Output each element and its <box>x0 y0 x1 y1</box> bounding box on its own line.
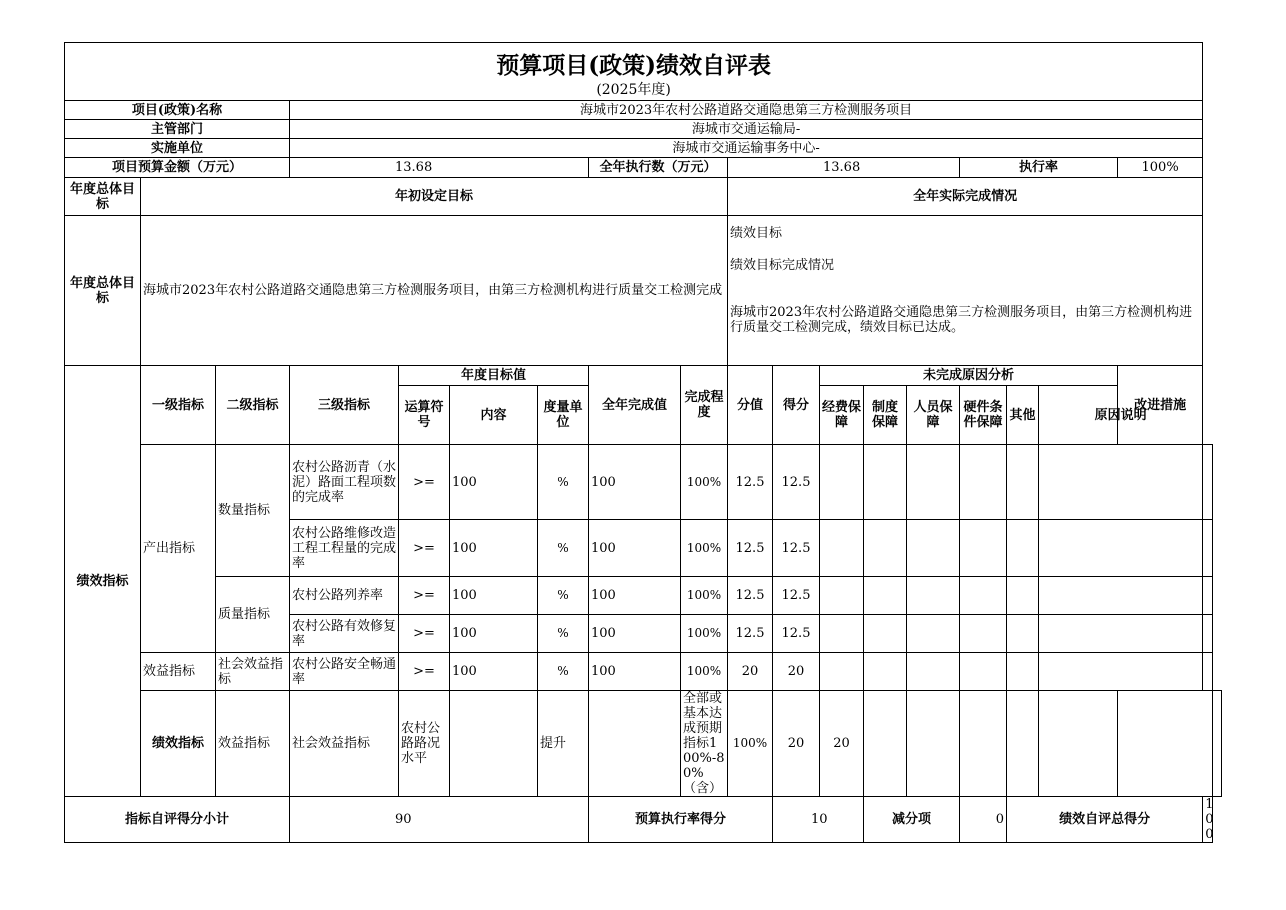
improve-cell <box>1203 577 1212 615</box>
exec-value: 13.68 <box>728 158 960 178</box>
indicator-unit: % <box>538 653 589 691</box>
indicator-unit <box>589 691 681 797</box>
indicator-name: 农村公路安全畅通率 <box>290 653 399 691</box>
reason-hardware-cell <box>960 577 1007 615</box>
rate-label: 执行率 <box>960 158 1118 178</box>
reason-system-cell <box>864 653 907 691</box>
indicator-unit: % <box>538 520 589 577</box>
goal-set-text: 海城市2023年农村公路道路交通隐患第三方检测服务项目，由第三方检测机构进行质量交工检测完成 <box>141 216 728 366</box>
reason-fund-cell <box>864 691 907 797</box>
indicator-score: 12.5 <box>773 520 820 577</box>
group-social-2: 社会效益指标 <box>290 691 399 797</box>
indicator-actual: 100 <box>589 577 681 615</box>
unit-value: 海城市交通运输事务中心- <box>290 139 1203 158</box>
indicator-score: 20 <box>820 691 864 797</box>
reason-fund-cell <box>820 615 864 653</box>
reason-other-cell <box>1007 520 1039 577</box>
reason-staff-cell <box>960 691 1007 797</box>
header-level1: 一级指标 <box>141 366 216 445</box>
deduct-value: 0 <box>960 797 1007 843</box>
page-subtitle: (2025年度) <box>596 81 671 98</box>
budget-score-value: 10 <box>773 797 864 843</box>
goal-actual-header: 全年实际完成情况 <box>728 178 1203 216</box>
perf-label-2: 绩效指标 <box>141 691 216 797</box>
total-label: 绩效自评总得分 <box>1007 797 1203 843</box>
indicator-name: 农村公路列养率 <box>290 577 399 615</box>
indicator-completion: 100% <box>681 577 728 615</box>
improve-cell <box>1212 691 1221 797</box>
indicator-completion: 100% <box>681 653 728 691</box>
indicator-actual: 100 <box>589 615 681 653</box>
indicator-content: 提升 <box>538 691 589 797</box>
reason-staff-cell <box>907 520 960 577</box>
group-output: 产出指标 <box>141 445 216 653</box>
goal-actual-cell <box>728 216 1203 366</box>
indicator-content: 100 <box>450 615 538 653</box>
indicator-actual: 100 <box>589 520 681 577</box>
reason-system-cell <box>864 445 907 520</box>
indicator-actual: 全部或基本达成预期指标100%-80%（含） <box>681 691 728 797</box>
reason-explain-cell <box>1039 615 1203 653</box>
total-value: 100 <box>1203 797 1212 843</box>
indicator-completion: 100% <box>728 691 773 797</box>
header-reason-system: 制度保障 <box>864 386 907 445</box>
reason-staff-cell <box>907 445 960 520</box>
indicator-name: 农村公路沥青（水泥）路面工程项数的完成率 <box>290 445 399 520</box>
goal-set-header: 年初设定目标 <box>141 178 728 216</box>
improve-cell <box>1203 445 1212 520</box>
budget-value: 13.68 <box>290 158 589 178</box>
indicator-completion: 100% <box>681 520 728 577</box>
indicator-operator: >= <box>399 445 450 520</box>
header-score-weight: 分值 <box>728 366 773 445</box>
header-reason-fund: 经费保障 <box>820 386 864 445</box>
reason-other-cell <box>1007 615 1039 653</box>
reason-hardware-cell <box>960 653 1007 691</box>
header-improve: 改进措施 <box>1118 366 1203 445</box>
reason-hardware-cell <box>960 615 1007 653</box>
reason-hardware-cell <box>960 445 1007 520</box>
rate-value: 100% <box>1118 158 1203 178</box>
header-reason-group: 未完成原因分析 <box>820 366 1118 386</box>
indicator-name: 农村公路路况水平 <box>399 691 450 797</box>
reason-explain-cell <box>1039 653 1203 691</box>
header-level3: 三级指标 <box>290 366 399 445</box>
reason-staff-cell <box>907 653 960 691</box>
group-benefit: 效益指标 <box>141 653 216 691</box>
header-actual: 全年完成值 <box>589 366 681 445</box>
goal-actual-line1: 绩效目标 <box>730 226 783 241</box>
exec-label: 全年执行数（万元） <box>589 158 728 178</box>
title-cell <box>65 43 1203 101</box>
reason-system-cell <box>864 615 907 653</box>
budget-label: 项目预算金额（万元） <box>65 158 290 178</box>
header-content: 内容 <box>450 386 538 445</box>
goal-actual-line2: 绩效目标完成情况 <box>730 258 835 273</box>
indicator-unit: % <box>538 577 589 615</box>
dept-label: 主管部门 <box>65 120 290 139</box>
indicator-completion: 100% <box>681 615 728 653</box>
indicator-completion: 100% <box>681 445 728 520</box>
group-quantity: 数量指标 <box>216 445 290 577</box>
reason-hardware-cell <box>960 520 1007 577</box>
reason-explain-cell <box>1039 577 1203 615</box>
group-benefit-2: 效益指标 <box>216 691 290 797</box>
indicator-operator: >= <box>399 520 450 577</box>
indicator-content: 100 <box>450 520 538 577</box>
reason-other-cell <box>1007 445 1039 520</box>
indicator-score: 12.5 <box>773 615 820 653</box>
reason-other-cell <box>1039 691 1118 797</box>
reason-fund-cell <box>820 653 864 691</box>
goal-label: 年度总体目标 <box>65 216 141 366</box>
indicator-weight: 20 <box>773 691 820 797</box>
indicator-unit: % <box>538 445 589 520</box>
reason-system-cell <box>907 691 960 797</box>
indicator-content: 100 <box>450 445 538 520</box>
header-reason-hardware: 硬件条件保障 <box>960 386 1007 445</box>
header-operator: 运算符号 <box>399 386 450 445</box>
header-reason-staff: 人员保障 <box>907 386 960 445</box>
reason-explain-cell <box>1039 520 1203 577</box>
indicator-operator: >= <box>399 615 450 653</box>
indicator-weight: 12.5 <box>728 520 773 577</box>
indicator-content: 100 <box>450 577 538 615</box>
header-reason-other: 其他 <box>1007 386 1039 445</box>
perf-label-1: 绩效指标 <box>65 366 141 797</box>
reason-staff-cell <box>907 577 960 615</box>
indicator-name: 农村公路有效修复率 <box>290 615 399 653</box>
reason-system-cell <box>864 520 907 577</box>
reason-explain-cell <box>1039 445 1203 520</box>
goal-actual-line3: 海城市2023年农村公路道路交通隐患第三方检测服务项目，由第三方检测机构进行质量交工检测完成，绩效目标已达成。 <box>730 305 1193 335</box>
group-social: 社会效益指标 <box>216 653 290 691</box>
reason-other-cell <box>1007 577 1039 615</box>
indicator-operator: >= <box>399 577 450 615</box>
reason-hardware-cell <box>1007 691 1039 797</box>
indicator-score: 20 <box>773 653 820 691</box>
performance-evaluation-table <box>64 42 1222 843</box>
reason-fund-cell <box>820 520 864 577</box>
project-name-label: 项目(政策)名称 <box>65 101 290 120</box>
indicator-unit: % <box>538 615 589 653</box>
header-target-group: 年度目标值 <box>399 366 589 386</box>
reason-other-cell <box>1007 653 1039 691</box>
reason-fund-cell <box>820 445 864 520</box>
improve-cell <box>1203 615 1212 653</box>
dept-value: 海城市交通运输局- <box>290 120 1203 139</box>
budget-score-label: 预算执行率得分 <box>589 797 773 843</box>
header-level2: 二级指标 <box>216 366 290 445</box>
reason-explain-cell <box>1118 691 1213 797</box>
indicator-score: 12.5 <box>773 445 820 520</box>
indicator-actual: 100 <box>589 445 681 520</box>
indicator-operator: >= <box>399 653 450 691</box>
deduct-label: 减分项 <box>864 797 960 843</box>
indicator-operator <box>450 691 538 797</box>
reason-fund-cell <box>820 577 864 615</box>
page-title: 预算项目(政策)绩效自评表 <box>496 51 771 79</box>
indicator-score: 12.5 <box>773 577 820 615</box>
improve-cell <box>1203 653 1212 691</box>
reason-system-cell <box>864 577 907 615</box>
header-score: 得分 <box>773 366 820 445</box>
indicator-content: 100 <box>450 653 538 691</box>
indicator-weight: 20 <box>728 653 773 691</box>
reason-staff-cell <box>907 615 960 653</box>
indicator-name: 农村公路维修改造工程工程量的完成率 <box>290 520 399 577</box>
project-name-value: 海城市2023年农村公路道路交通隐患第三方检测服务项目 <box>290 101 1203 120</box>
improve-cell <box>1203 520 1212 577</box>
indicator-weight: 12.5 <box>728 615 773 653</box>
unit-label: 实施单位 <box>65 139 290 158</box>
header-reason-explain: 原因说明 <box>1039 386 1203 445</box>
indicator-weight: 12.5 <box>728 577 773 615</box>
header-completion: 完成程度 <box>681 366 728 445</box>
subtotal-label: 指标自评得分小计 <box>65 797 290 843</box>
goal-label-header: 年度总体目标 <box>65 178 141 216</box>
indicator-actual: 100 <box>589 653 681 691</box>
subtotal-value: 90 <box>290 797 589 843</box>
indicator-weight: 12.5 <box>728 445 773 520</box>
header-unit: 度量单位 <box>538 386 589 445</box>
group-quality: 质量指标 <box>216 577 290 653</box>
